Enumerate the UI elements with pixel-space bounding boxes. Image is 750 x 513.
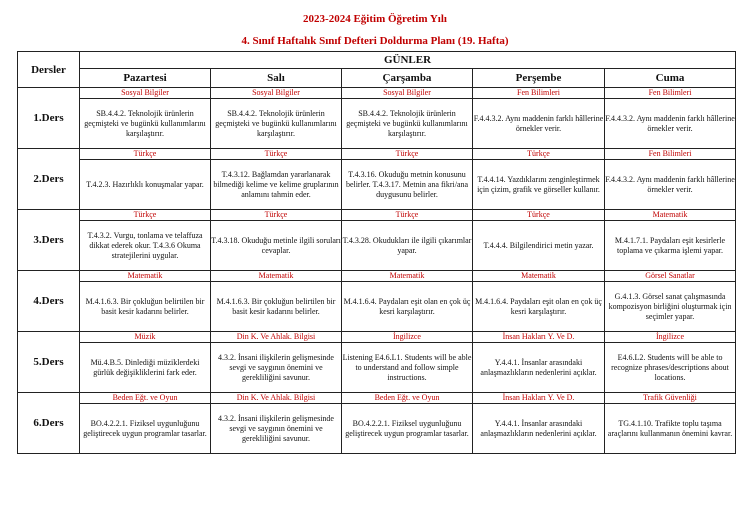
- day-header-sali: Salı: [211, 69, 342, 88]
- objective-cell-persembe: [473, 160, 605, 210]
- objective-cell-carsamba: [342, 404, 473, 454]
- objective-cell-pazartesi: [80, 343, 211, 393]
- objective-cell-sali: [211, 282, 342, 332]
- subject-label-carsamba: Matematik: [342, 271, 473, 282]
- objective-cell-carsamba: [342, 160, 473, 210]
- ders-label: 2.Ders: [18, 149, 80, 210]
- objective-text: M.4.1.6.4. Paydaları eşit olan en çok üç kesri karşılaştırır.: [475, 296, 602, 316]
- objective-text: G.4.1.3. Görsel sanat çalışmasında kompozisyon birliğini oluşturmak için seçimler yapar.: [608, 291, 732, 321]
- subject-label-pazartesi: Beden Eğt. ve Oyun: [80, 393, 211, 404]
- objective-text: M.4.1.7.1. Paydaları eşit kesirlerle toplama ve çıkarma işlemi yapar.: [614, 235, 726, 255]
- subject-label-persembe: Türkçe: [473, 210, 605, 221]
- objective-text: 4.3.2. İnsani ilişkilerin gelişmesinde sevgi ve saygının önemini ve gerekliliğini savunur.: [218, 413, 334, 443]
- objective-text: F.4.4.3.2. Aynı maddenin farklı hâllerine örnekler verir.: [605, 174, 735, 194]
- table-row: [18, 404, 736, 454]
- objective-text: 4.3.2. İnsani ilişkilerin gelişmesinde sevgi ve saygının önemini ve gerekliliğini savunur.: [218, 352, 334, 382]
- subject-label-carsamba: Türkçe: [342, 210, 473, 221]
- subject-label-sali: Türkçe: [211, 210, 342, 221]
- objective-text: SB.4.4.2. Teknolojik ürünlerin geçmişteki ve bugünkü kullanımlarını karşılaştırır.: [215, 108, 337, 138]
- objective-text: M.4.1.6.4. Paydaları eşit olan en çok üç kesri karşılaştırır.: [343, 296, 471, 316]
- subject-label-pazartesi: Matematik: [80, 271, 211, 282]
- subject-label-persembe: Fen Bilimleri: [473, 88, 605, 99]
- objective-text: Y.4.4.1. İnsanlar arasındaki anlaşmazlıkların nedenlerini açıklar.: [480, 418, 597, 438]
- table-row: [18, 343, 736, 393]
- page-subtitle: 4. Sınıf Haftalık Sınıf Defteri Doldurma Planı (19. Hafta): [241, 35, 509, 47]
- objective-text: T.4.3.2. Vurgu, tonlama ve telaffuza dikkat ederek okur. T.4.3.6 Okuma stratejilerini uygular.: [87, 230, 203, 260]
- subject-label-persembe: İnsan Hakları Y. Ve D.: [473, 332, 605, 343]
- objective-text: TG.4.1.10. Trafikte toplu taşıma araçlarını kullanmanın önemini kavrar.: [607, 418, 733, 438]
- plan-body: [18, 88, 736, 454]
- table-row: [18, 221, 736, 271]
- objective-cell-sali: [211, 404, 342, 454]
- table-row: [18, 149, 736, 160]
- objective-text: Y.4.4.1. İnsanlar arasındaki anlaşmazlıkların nedenlerini açıklar.: [480, 357, 597, 377]
- objective-text: T.4.3.28. Okudukları ile ilgili çıkarımlar yapar.: [342, 235, 472, 255]
- subject-label-pazartesi: Sosyal Bilgiler: [80, 88, 211, 99]
- objective-cell-sali: [211, 160, 342, 210]
- objective-cell-cuma: [605, 404, 736, 454]
- subject-label-persembe: İnsan Hakları Y. Ve D.: [473, 393, 605, 404]
- objective-cell-carsamba: [342, 282, 473, 332]
- ders-label: 1.Ders: [18, 88, 80, 149]
- gunler-header: GÜNLER: [80, 52, 736, 69]
- day-header-persembe: Perşembe: [473, 69, 605, 88]
- objective-cell-pazartesi: [80, 221, 211, 271]
- table-row: [18, 282, 736, 332]
- subject-label-pazartesi: Türkçe: [80, 210, 211, 221]
- page-title: 2023-2024 Eğitim Öğretim Yılı: [303, 13, 447, 25]
- objective-cell-carsamba: [342, 221, 473, 271]
- subject-label-sali: Sosyal Bilgiler: [211, 88, 342, 99]
- subject-label-cuma: Görsel Sanatlar: [605, 271, 736, 282]
- ders-label: 3.Ders: [18, 210, 80, 271]
- objective-text: M.4.1.6.3. Bir çokluğun belirtilen bir basit kesir kadarını belirler.: [85, 296, 205, 316]
- subject-label-pazartesi: Türkçe: [80, 149, 211, 160]
- table-row: [18, 99, 736, 149]
- objective-cell-pazartesi: [80, 99, 211, 149]
- objective-text: SB.4.4.2. Teknolojik ürünlerin geçmişteki ve bugünkü kullanımlarını karşılaştırır.: [346, 108, 468, 138]
- day-header-pazartesi: Pazartesi: [80, 69, 211, 88]
- subject-label-cuma: Trafik Güvenliği: [605, 393, 736, 404]
- objective-cell-carsamba: [342, 343, 473, 393]
- objective-cell-cuma: [605, 160, 736, 210]
- objective-cell-pazartesi: [80, 282, 211, 332]
- table-row: [18, 160, 736, 210]
- objective-cell-pazartesi: [80, 160, 211, 210]
- objective-cell-cuma: [605, 343, 736, 393]
- objective-text: T.4.2.3. Hazırlıklı konuşmalar yapar.: [86, 179, 204, 189]
- subject-label-carsamba: İngilizce: [342, 332, 473, 343]
- objective-text: E4.6.L2. Students will be able to recognize phrases/descriptions about locations.: [611, 352, 729, 382]
- objective-text: Mü.4.B.5. Dinlediği müziklerdeki gürlük değişikliklerini fark eder.: [90, 357, 200, 377]
- weekly-plan-table: [17, 51, 736, 454]
- table-row: [18, 88, 736, 99]
- subject-label-carsamba: Türkçe: [342, 149, 473, 160]
- subject-label-sali: Matematik: [211, 271, 342, 282]
- subject-label-sali: Din K. Ve Ahlak. Bilgisi: [211, 332, 342, 343]
- objective-cell-sali: [211, 221, 342, 271]
- ders-label: 5.Ders: [18, 332, 80, 393]
- objective-cell-persembe: [473, 282, 605, 332]
- objective-cell-persembe: [473, 343, 605, 393]
- objective-text: BO.4.2.2.1. Fiziksel uygunluğunu geliştirecek uygun programlar tasarlar.: [345, 418, 469, 438]
- table-row: [18, 271, 736, 282]
- subject-label-cuma: Fen Bilimleri: [605, 88, 736, 99]
- objective-cell-cuma: [605, 221, 736, 271]
- day-header-cuma: Cuma: [605, 69, 736, 88]
- objective-text: SB.4.4.2. Teknolojik ürünlerin geçmişteki ve bugünkü kullanımlarını karşılaştırır.: [84, 108, 206, 138]
- objective-text: T.4.3.12. Bağlamdan yararlanarak bilmediği kelime ve kelime gruplarının anlamını tahmin eder.: [213, 169, 339, 199]
- dersler-header: Dersler: [18, 52, 80, 88]
- table-row: [18, 210, 736, 221]
- subject-label-carsamba: Sosyal Bilgiler: [342, 88, 473, 99]
- objective-text: F.4.4.3.2. Aynı maddenin farklı hâllerine örnekler verir.: [473, 113, 604, 133]
- objective-text: T.4.3.16. Okuduğu metnin konusunu belirler. T.4.3.17. Metnin ana fikri/ana duygusunu belirler.: [345, 169, 469, 199]
- table-row: [18, 393, 736, 404]
- ders-label: 6.Ders: [18, 393, 80, 454]
- objective-text: M.4.1.6.3. Bir çokluğun belirtilen bir basit kesir kadarını belirler.: [216, 296, 336, 316]
- subject-label-persembe: Türkçe: [473, 149, 605, 160]
- objective-cell-cuma: [605, 99, 736, 149]
- table-row: [18, 332, 736, 343]
- objective-text: Listening E4.6.L1. Students will be able to understand and follow simple instructions.: [342, 352, 472, 382]
- ders-label: 4.Ders: [18, 271, 80, 332]
- subject-label-pazartesi: Müzik: [80, 332, 211, 343]
- objective-cell-cuma: [605, 282, 736, 332]
- objective-cell-sali: [211, 99, 342, 149]
- objective-text: F.4.4.3.2. Aynı maddenin farklı hâllerine örnekler verir.: [605, 113, 735, 133]
- subject-label-sali: Türkçe: [211, 149, 342, 160]
- objective-cell-persembe: [473, 404, 605, 454]
- objective-cell-pazartesi: [80, 404, 211, 454]
- objective-text: T.4.4.14. Yazdıklarını zenginleştirmek için çizim, grafik ve görseller kullanır.: [477, 174, 600, 194]
- subject-label-carsamba: Beden Eğt. ve Oyun: [342, 393, 473, 404]
- subject-label-cuma: Matematik: [605, 210, 736, 221]
- objective-cell-persembe: [473, 99, 605, 149]
- subject-label-sali: Din K. Ve Ahlak. Bilgisi: [211, 393, 342, 404]
- objective-text: BO.4.2.2.1. Fiziksel uygunluğunu geliştirecek uygun programlar tasarlar.: [83, 418, 207, 438]
- objective-text: T.4.3.18. Okuduğu metinle ilgili soruları cevaplar.: [211, 235, 341, 255]
- day-header-carsamba: Çarşamba: [342, 69, 473, 88]
- objective-text: T.4.4.4. Bilgilendirici metin yazar.: [483, 240, 594, 250]
- objective-cell-carsamba: [342, 99, 473, 149]
- objective-cell-persembe: [473, 221, 605, 271]
- subject-label-cuma: Fen Bilimleri: [605, 149, 736, 160]
- subject-label-cuma: İngilizce: [605, 332, 736, 343]
- subject-label-persembe: Matematik: [473, 271, 605, 282]
- objective-cell-sali: [211, 343, 342, 393]
